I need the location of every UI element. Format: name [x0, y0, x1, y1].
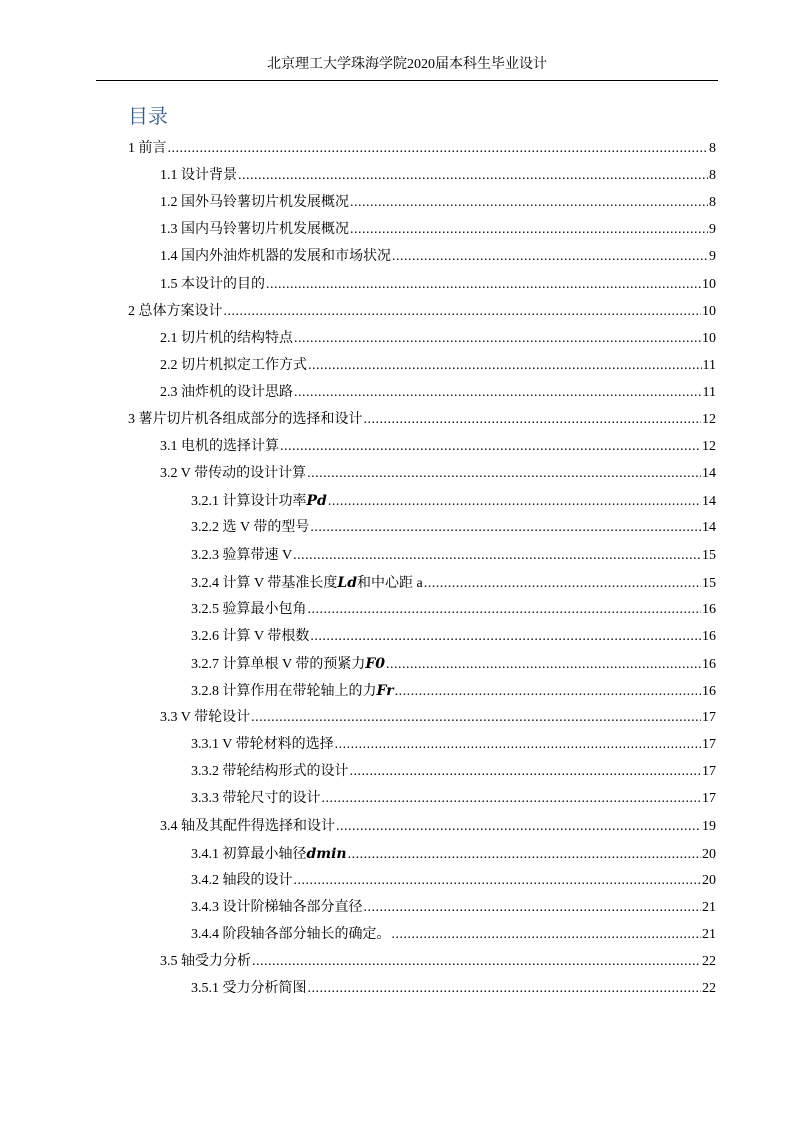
toc-entry-label: [191, 735, 334, 755]
toc-entry[interactable]: [160, 952, 716, 972]
toc-entry[interactable]: [160, 708, 716, 728]
toc-dot-leader: [350, 762, 702, 782]
toc-page-number: 20: [702, 846, 716, 862]
toc-entry-text: 3.2.2 选 V 带的型号: [191, 520, 310, 536]
toc-entry-label: [160, 356, 307, 376]
toc-entry-text: 3.2.8 计算作用在带轮轴上的力: [191, 684, 377, 699]
toc-entry-math: Fr: [376, 683, 394, 699]
toc-entry-label: [191, 491, 327, 512]
toc-page-number: 10: [702, 330, 716, 346]
toc-entry-text: 2.1 切片机的结构特点: [160, 330, 293, 346]
toc-entry-label: [191, 654, 385, 675]
toc-dot-leader: [392, 247, 708, 267]
toc-entry-text: 1.1 设计背景: [160, 168, 237, 184]
toc-entry-label: [160, 383, 293, 403]
toc-entry[interactable]: [160, 275, 716, 295]
toc-entry[interactable]: [191, 546, 716, 566]
toc-entry[interactable]: [160, 383, 716, 403]
toc-page-number: 21: [702, 926, 716, 942]
toc-entry-label: [191, 979, 307, 999]
toc-page-number: 16: [702, 684, 716, 699]
toc-entry[interactable]: [191, 762, 716, 782]
toc-entry-text: 3 薯片切片机各组成部分的选择和设计: [128, 412, 363, 427]
toc-page-number: 15: [702, 547, 716, 563]
toc-entry[interactable]: [160, 329, 716, 349]
toc-entry-label: [191, 844, 347, 865]
toc-page-number: 14: [702, 520, 716, 536]
toc-entry[interactable]: [191, 844, 716, 864]
toc-entry[interactable]: [191, 789, 716, 809]
toc-entry-text: 3.2.4 计算 V 带基准长度: [191, 575, 338, 591]
toc-entry-text: 3.3.3 带轮尺寸的设计: [191, 791, 321, 807]
toc-entry-label: [191, 681, 394, 702]
toc-page-number: 22: [702, 981, 716, 997]
page-header: [96, 56, 718, 81]
toc-entry-label: [160, 464, 306, 484]
toc-entry-label: [160, 437, 279, 457]
toc-page-number: 8: [709, 195, 716, 211]
toc-dot-leader: [395, 682, 701, 702]
toc-page-number: 14: [702, 494, 716, 510]
toc-entry-text: 3.2.3 验算带速 V: [191, 547, 293, 563]
toc-entry-text: 1.5 本设计的目的: [160, 276, 265, 292]
toc-entry-text: 3.4.3 设计阶梯轴各部分直径: [191, 899, 363, 915]
toc-dot-leader: [251, 708, 701, 728]
toc-entry-label: [191, 871, 293, 891]
toc-page-number: 16: [702, 601, 716, 617]
toc-dot-leader: [238, 166, 708, 186]
toc-dot-leader: [294, 383, 702, 403]
toc-entry-label: [191, 600, 307, 620]
toc-entry-label: [160, 247, 391, 267]
toc-entry-label: [160, 166, 237, 186]
toc-page-number: 8: [709, 141, 716, 156]
toc-dot-leader: [224, 302, 702, 322]
toc-entry[interactable]: [191, 925, 716, 945]
toc-page-number: 10: [702, 276, 716, 292]
toc-entry-label: [191, 518, 309, 538]
toc-dot-leader: [168, 139, 709, 159]
toc-entry[interactable]: [160, 356, 716, 376]
toc-entry[interactable]: [160, 220, 716, 240]
toc-page-number: 12: [702, 412, 716, 427]
toc-page-number: 8: [709, 168, 716, 184]
toc-entry[interactable]: [128, 139, 716, 159]
toc-entry-text: 3.4 轴及其配件得选择和设计: [160, 818, 335, 834]
toc-entry[interactable]: [191, 898, 716, 918]
toc-entry-text: 3.2.5 验算最小包角: [191, 601, 307, 617]
toc-entry-text: 1.2 国外马铃薯切片机发展概况: [160, 195, 349, 211]
toc-entry-text: 3.5 轴受力分析: [160, 954, 251, 969]
toc-entry[interactable]: [191, 600, 716, 620]
toc-entry[interactable]: [191, 735, 716, 755]
toc-entry-text: 3.3.2 带轮结构形式的设计: [191, 764, 349, 780]
toc-title: 目录: [128, 104, 168, 128]
toc-entry-text: 2 总体方案设计: [128, 303, 223, 319]
toc-entry-text: 2.2 切片机拟定工作方式: [160, 357, 307, 373]
toc-entry[interactable]: [191, 627, 716, 647]
toc-entry-text: 1 前言: [128, 141, 167, 156]
toc-page-number: 17: [702, 791, 716, 807]
toc-dot-leader: [424, 574, 701, 594]
header-text: 北京理工大学珠海学院2020届本科生毕业设计: [267, 57, 547, 72]
toc-page-number: 11: [702, 384, 716, 400]
toc-page-number: 9: [709, 222, 716, 238]
toc-entry-text: 1.4 国内外油炸机器的发展和市场状况: [160, 249, 391, 265]
toc-entry-label: [160, 193, 349, 213]
toc-entry-label: [191, 573, 423, 594]
toc-entry[interactable]: [191, 573, 716, 593]
toc-entry[interactable]: [191, 654, 716, 674]
toc-dot-leader: [328, 492, 701, 512]
toc-entry[interactable]: [160, 437, 716, 457]
toc-dot-leader: [294, 871, 702, 891]
toc-dot-leader: [310, 518, 701, 538]
toc-entry-label: [191, 898, 363, 918]
toc-page-number: 19: [702, 818, 716, 834]
toc-entry-label: [191, 762, 349, 782]
toc-entry-label: [191, 789, 321, 809]
toc-entry[interactable]: [128, 302, 716, 322]
toc-entry[interactable]: [160, 464, 716, 484]
toc-page-number: 17: [702, 764, 716, 780]
toc-page-number: 16: [702, 628, 716, 644]
toc-dot-leader: [293, 546, 701, 566]
toc-entry-label: [160, 275, 265, 295]
toc-page-number: 10: [702, 303, 716, 319]
toc-entry-text: 3.3 V 带轮设计: [160, 710, 251, 726]
toc-entry-label: [160, 708, 250, 728]
toc-dot-leader: [310, 627, 701, 647]
toc-page-number: 12: [702, 439, 716, 455]
toc-dot-leader: [386, 655, 701, 675]
toc-entry-label: [128, 410, 363, 430]
toc-entry-text: 3.2 V 带传动的设计计算: [160, 466, 307, 482]
toc-dot-leader: [280, 437, 701, 457]
toc-entry-label: [191, 627, 309, 647]
toc-page-number: 11: [702, 357, 716, 373]
toc-entry-text: 1.3 国内马铃薯切片机发展概况: [160, 222, 349, 238]
toc-page-number: 9: [709, 249, 716, 265]
toc-entry-math: dmin: [306, 845, 347, 862]
toc-dot-leader: [364, 410, 702, 430]
toc-entry-math: Pd: [306, 493, 327, 510]
toc-page-number: 15: [702, 575, 716, 591]
toc-entry-text: 3.5.1 受力分析简图: [191, 981, 307, 997]
toc-entry-math: Ld: [337, 574, 357, 591]
toc-entry-text: 3.4.4 阶段轴各部分轴长的确定。: [191, 926, 391, 942]
toc-entry-label: [191, 546, 292, 566]
toc-dot-leader: [252, 952, 701, 972]
toc-dot-leader: [336, 817, 701, 837]
toc-page-number: 21: [702, 899, 716, 915]
toc-entry-text: 3.1 电机的选择计算: [160, 439, 279, 455]
toc-page-number: 22: [702, 954, 716, 969]
toc-dot-leader: [364, 898, 702, 918]
toc-entry-text: 3.4.2 轴段的设计: [191, 872, 293, 888]
toc-page-number: 17: [702, 710, 716, 726]
toc-entry-label: [160, 329, 293, 349]
toc-dot-leader: [335, 735, 701, 755]
toc-dot-leader: [392, 925, 702, 945]
toc-entry-text: 3.3.1 V 带轮材料的选择: [191, 737, 334, 753]
toc-entry-math: F0: [365, 655, 386, 672]
toc-entry[interactable]: [191, 681, 716, 701]
toc-entry[interactable]: [160, 247, 716, 267]
toc-dot-leader: [294, 329, 701, 349]
toc-page-number: 14: [702, 466, 716, 482]
toc-entry[interactable]: [160, 817, 716, 837]
toc-dot-leader: [350, 193, 708, 213]
toc-dot-leader: [307, 464, 701, 484]
toc-entry-label: [191, 925, 391, 945]
toc-entry[interactable]: [191, 871, 716, 891]
toc-page-number: 17: [702, 737, 716, 753]
toc-entry-suffix: 和中心距 a: [357, 575, 423, 591]
toc-dot-leader: [308, 979, 702, 999]
toc-dot-leader: [308, 356, 702, 376]
toc-entry[interactable]: [191, 518, 716, 538]
toc-page-number: 16: [702, 656, 716, 672]
toc-entry[interactable]: [160, 166, 716, 186]
toc-entry-label: [128, 139, 167, 159]
toc-entry-text: 3.2.1 计算设计功率: [191, 494, 307, 510]
toc-entry-text: 3.2.6 计算 V 带根数: [191, 628, 310, 644]
toc-entry-label: [160, 220, 349, 240]
toc-entry-label: [128, 302, 223, 322]
toc-entry[interactable]: [160, 193, 716, 213]
toc-dot-leader: [308, 600, 702, 620]
toc-entry[interactable]: [191, 979, 716, 999]
toc-dot-leader: [348, 845, 701, 865]
toc-dot-leader: [350, 220, 708, 240]
toc-entry[interactable]: [128, 410, 716, 430]
toc-page-number: 20: [702, 872, 716, 888]
toc-entry-text: 3.4.1 初算最小轴径: [191, 846, 307, 862]
toc-dot-leader: [322, 789, 702, 809]
toc-entry-label: [160, 952, 251, 972]
toc-entry-label: [160, 817, 335, 837]
toc-entry-text: 3.2.7 计算单根 V 带的预紧力: [191, 656, 366, 672]
toc-entry[interactable]: [191, 491, 716, 511]
toc-dot-leader: [266, 275, 701, 295]
toc-entry-text: 2.3 油炸机的设计思路: [160, 384, 293, 400]
